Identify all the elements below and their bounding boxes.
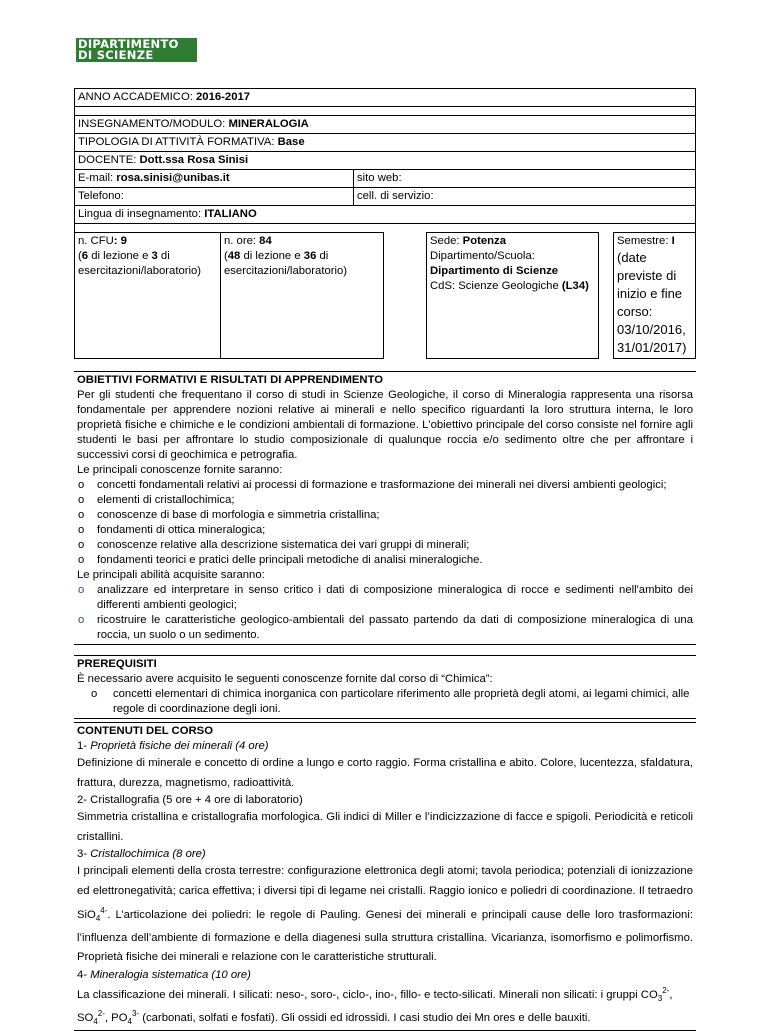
teacher: DOCENTE: Dott.ssa Rosa Sinisi bbox=[75, 152, 696, 170]
language: Lingua di insegnamento: ITALIANO bbox=[75, 206, 696, 224]
logo-line-2: DI SCIENZE bbox=[78, 48, 154, 62]
conoscenza-item: o fondamenti teorici e pratici delle principali metodiche di analisi mineralogiche. bbox=[77, 553, 693, 568]
section-obiettivi bbox=[74, 371, 696, 645]
section-contenuti bbox=[74, 722, 696, 1031]
course-dates: (date previste di inizio e fine corso: 03/10/2016, 31/01/2017) bbox=[617, 250, 687, 355]
unit-1-text: Definizione di minerale e concetto di ordine a lungo e corto raggio. Forma cristallina e abito. Colore, lucentezza, sfaldatura, frattura, durezza, magnetismo, radioattività. bbox=[77, 757, 693, 789]
phone-field: Telefono: bbox=[75, 188, 354, 206]
abilita-item: o ricostruire le caratteristiche geologico-ambientali del passato partendo da dati di composizione mineralogica di una roccia, un suolo o un sedimento. bbox=[77, 613, 693, 643]
unit-4-text: La classificazione dei minerali. I silicati: neso-, soro-, ciclo-, ino-, fillo- e tecto-silicati. Minerali non silicati: i gruppi $CO_3^{2-}$, $SO_4^{2-}$, $PO_4^{3-}$ (carbonati, solfati e fosfati). Gli ossidi ed idrossidi. I casi studio dei Mn ores e delle bauxiti. bbox=[77, 985, 673, 1026]
conoscenza-item: o conoscenze di base di morfologia e simmetria cristallina; bbox=[77, 508, 693, 523]
hours-cell: n. ore: 84 (48 di lezione e 36 di esercitazioni/laboratorio) bbox=[221, 233, 384, 359]
website-field: sito web: bbox=[354, 170, 696, 188]
unit-1-title: 1- Proprietà fisiche dei minerali (4 ore) bbox=[77, 740, 269, 752]
conoscenza-item: o concetti fondamentali relativi ai processi di formazione e trasformazione dei minerali nei diversi ambienti geologici; bbox=[77, 478, 693, 493]
logo-line-1: DIPARTIMENTO bbox=[78, 37, 179, 51]
obiettivi-intro: Per gli studenti che frequentano il corso di studi in Scienze Geologiche, il corso di Mineralogia rappresenta una risorsa fondamentale per apprendere nozioni relative ai minerali e nello specifico riguardanti la loro struttura interna, le loro proprietà fisiche e chimiche e le condizioni ambientali di formazione. L'obiettivo principale del corso consiste nel fornire agli studenti le basi per affrontare lo studio composizionale di qualunque roccia e/o sedimento oltre che per affrontare i successivi corsi di geochimica e petrografia. bbox=[77, 389, 693, 461]
section-prerequisiti bbox=[74, 655, 696, 719]
prerequisito-item: o concetti elementari di chimica inorganica con particolare riferimento alle proprietà degli atomi, ai legami chimici, alle regole di coordinazione degli ioni. bbox=[77, 687, 693, 717]
prerequisiti-intro: È necessario avere acquisito le seguenti conoscenze fornite dal corso di “Chimica”: bbox=[77, 673, 493, 685]
obiettivi-title: OBIETTIVI FORMATIVI E RISULTATI DI APPRENDIMENTO bbox=[77, 374, 384, 386]
abilita-item: o analizzare ed interpretare in senso critico i dati di composizione mineralogica di rocce e sedimenti nell'ambito dei differenti ambienti geologici; bbox=[77, 583, 693, 613]
unit-4-title: 4- Mineralogia sistematica (10 ore) bbox=[77, 968, 251, 981]
course-sheet bbox=[74, 88, 696, 1031]
activity-type: TIPOLOGIA DI ATTIVITÀ FORMATIVA: Base bbox=[75, 134, 696, 152]
contenuti-title: CONTENUTI DEL CORSO bbox=[77, 725, 213, 737]
conoscenza-item: o elementi di cristallochimica; bbox=[77, 493, 693, 508]
semester-cell: Semestre: I (date previste di inizio e fine corso: 03/10/2016, 31/01/2017) bbox=[614, 233, 696, 359]
email-field: E-mail: rosa.sinisi@unibas.it bbox=[75, 170, 354, 188]
header-table bbox=[74, 88, 696, 224]
conoscenza-item: o conoscenze relative alla descrizione sistematica dei vari gruppi di minerali; bbox=[77, 538, 693, 553]
course-module: INSEGNAMENTO/MODULO: MINERALOGIA bbox=[75, 116, 696, 134]
mobile-field: cell. di servizio: bbox=[354, 188, 696, 206]
department-logo bbox=[76, 38, 197, 62]
abilita-intro: Le principali abilità acquisite saranno: bbox=[77, 569, 265, 581]
academic-year: ANNO ACCADEMICO: 2016-2017 bbox=[75, 89, 696, 107]
cfu-cell: n. CFU: 9 (6 di lezione e 3 di esercitazioni/laboratorio) bbox=[75, 233, 221, 359]
prerequisiti-title: PREREQUISITI bbox=[77, 658, 157, 670]
conoscenze-intro: Le principali conoscenze fornite saranno: bbox=[77, 464, 283, 476]
unit-2-text: Simmetria cristallina e cristallografia morfologica. Gli indici di Miller e l’indicizzazione di facce e spigoli. Periodicità e reticoli cristallini. bbox=[77, 811, 693, 843]
location-cell: Sede: Potenza Dipartimento/Scuola: Dipartimento di Scienze CdS: Scienze Geologiche (L34) bbox=[427, 233, 599, 359]
unit-3-text: I principali elementi della crosta terrestre: configurazione elettronica degli atomi; tavola periodica; potenziali di ionizzazione ed elettronegatività; carica effettiva; i diversi tipi di legame nei cristalli. Raggio ionico e poliedri di coordinazione. Il tetraedro SiO$_4^{4-}$. L’articolazione dei poliedri: le regole di Pauling. Genesi dei minerali e principali cause delle loro trasformazioni: l’influenza dell’ambiente di formazione e della diagenesi sulla struttura cristallina. Vicarianza, isomorfismo e polimorfismo. Proprietà fisiche dei minerali e relazione con le caratteristiche strutturali. bbox=[77, 865, 693, 964]
info-table bbox=[74, 232, 696, 359]
unit-3-title: 3- Cristallochimica (8 ore) bbox=[77, 848, 206, 860]
conoscenza-item: o fondamenti di ottica mineralogica; bbox=[77, 523, 693, 538]
unit-2-title: 2- Cristallografia (5 ore + 4 ore di laboratorio) bbox=[77, 794, 303, 806]
